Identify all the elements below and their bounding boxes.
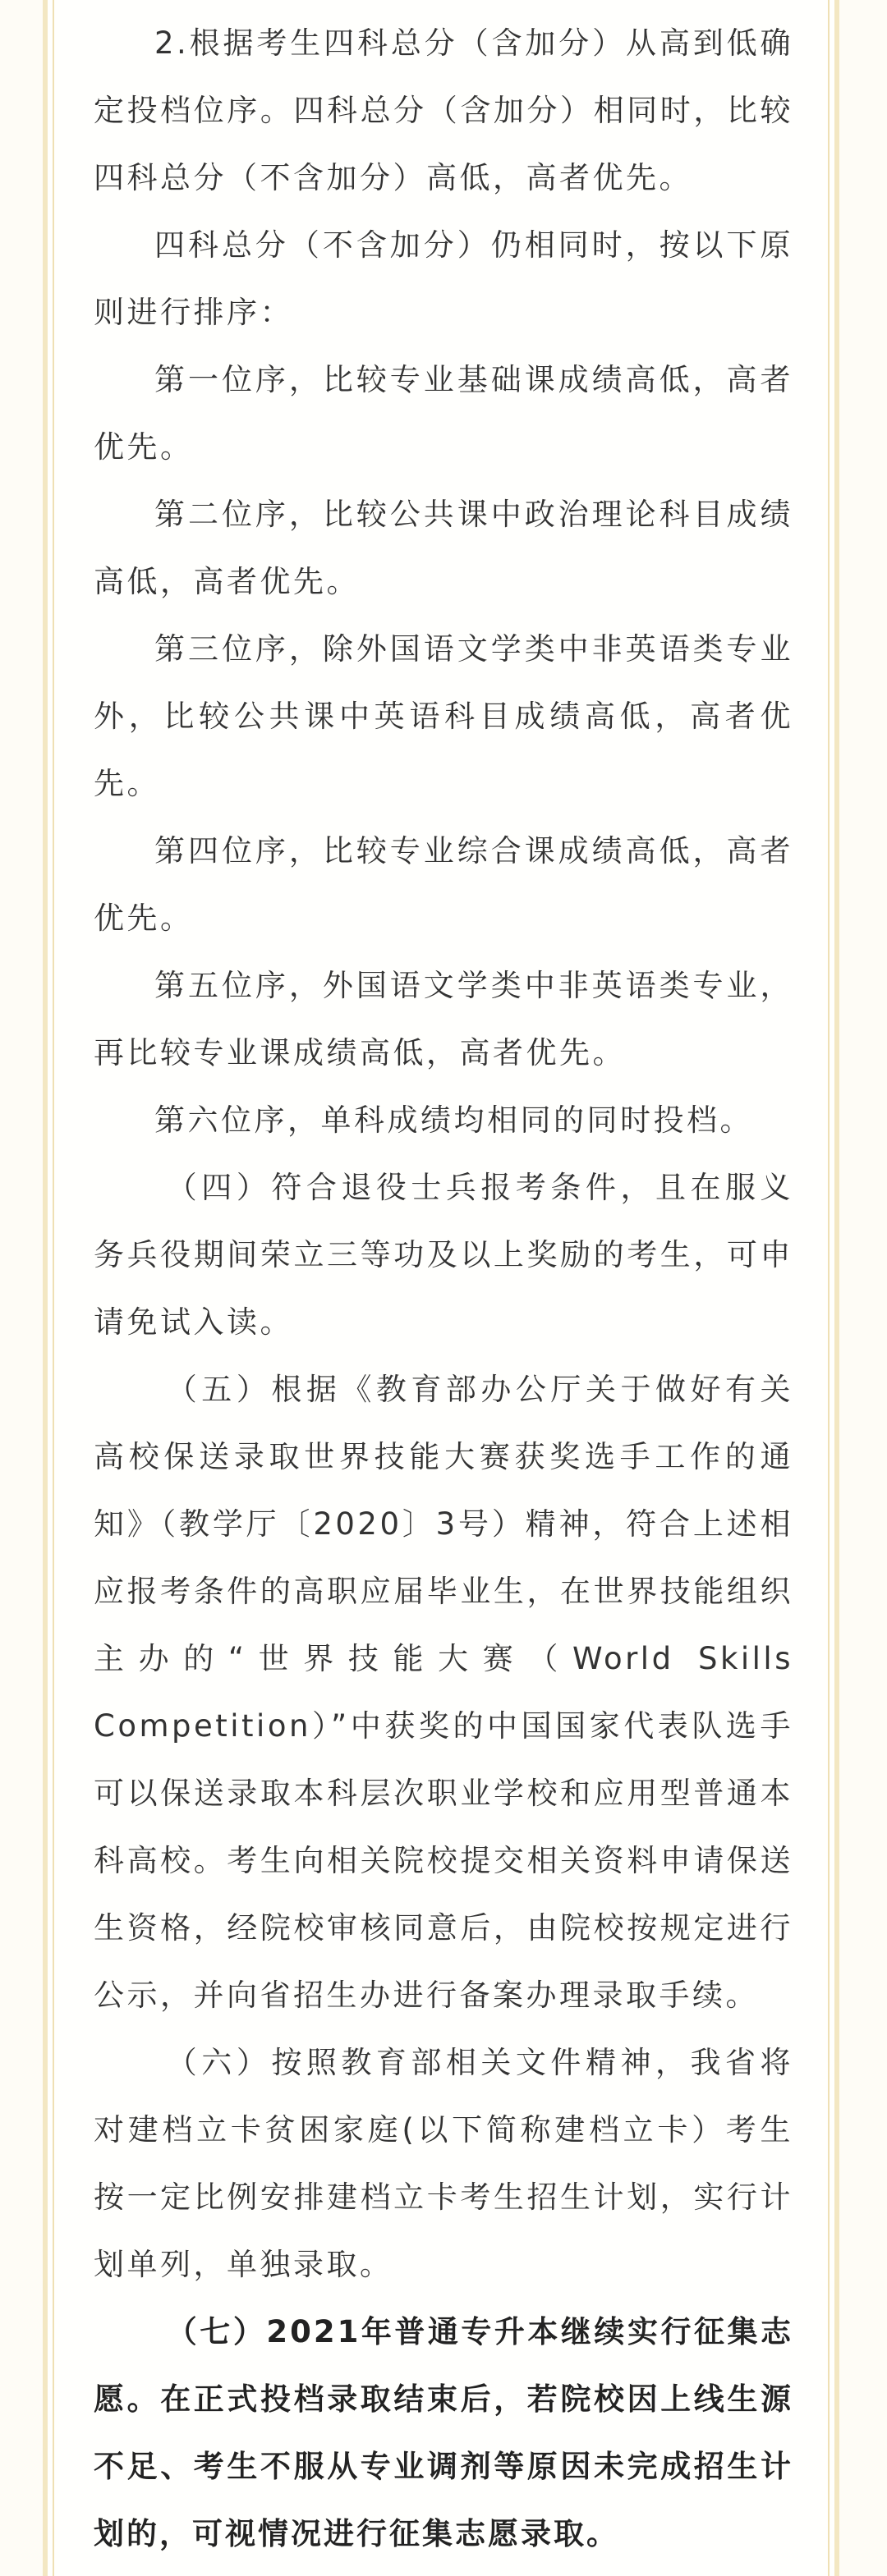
paragraph-section-5: （五）根据《教育部办公厅关于做好有关高校保送录取世界技能大赛获奖选手工作的通知》（教学厅〔2020〕3号）精神，符合上述相应报考条件的高职应届毕业生，在世界技能组织主办的“世界技能大赛（World Skills Competition）”中获奖的中国国家代表队选手可以保送录取本科层次职业学校和应用型普通本科高校。考生向相关院校提交相关资料申请保送生资格，经院校审核同意后，由院校按规定进行公示，并向省招生办进行备案办理录取手续。 [94,1372,793,2013]
paragraph-section-6: （六）按照教育部相关文件精神，我省将对建档立卡贫困家庭(以下简称建档立卡）考生按一定比例安排建档立卡考生招生计划，实行计划单列，单独录取。 [94,2045,793,2282]
paragraph-order-1: 第一位序，比较专业基础课成绩高低，高者优先。 [94,362,793,465]
frame-right-rule [828,0,830,2576]
paragraph-ranking-rule: 2.根据考生四科总分（含加分）从高到低确定投档位序。四科总分（含加分）相同时，比较四科总分（不含加分）高低，高者优先。 [94,25,793,195]
article-frame [43,0,839,2576]
paragraph-order-5: 第五位序，外国语文学类中非英语类专业，再比较专业课成绩高低，高者优先。 [94,968,793,1070]
paragraph-section-4: （四）符合退役士兵报考条件，且在服义务兵役期间荣立三等功及以上奖励的考生，可申请免试入读。 [94,1170,793,1340]
paragraph-tie-break-intro: 四科总分（不含加分）仍相同时，按以下原则进行排序： [94,227,793,330]
frame-left-rule [53,0,54,2576]
paragraph-section-7: （七）2021年普通专升本继续实行征集志愿。在正式投档录取结束后，若院校因上线生源不足、考生不服从专业调剂等原因未完成招生计划的，可视情况进行征集志愿录取。 [94,2314,793,2551]
paragraph-order-3: 第三位序，除外国语文学类中非英语类专业外，比较公共课中英语科目成绩高低，高者优先。 [94,631,793,801]
paragraph-order-4: 第四位序，比较专业综合课成绩高低，高者优先。 [94,833,793,936]
paragraph-order-2: 第二位序，比较公共课中政治理论科目成绩高低，高者优先。 [94,497,793,599]
paragraph-order-6: 第六位序，单科成绩均相同的同时投档。 [154,1102,753,1138]
article-body [94,10,793,2568]
